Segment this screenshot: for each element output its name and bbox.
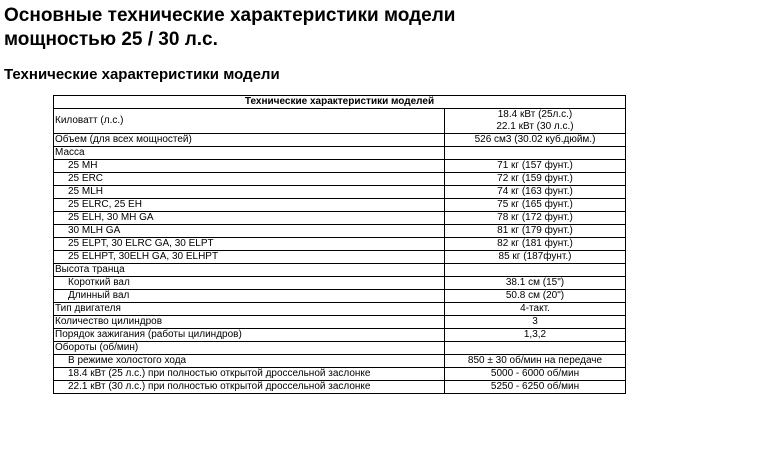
table-row [54,368,626,381]
row-value-empty [445,264,626,277]
mass-model: 25 ELHPT, 30ELH GA, 30 ELHPT [54,251,445,264]
mass-value: 72 кг (159 фунт.) [445,173,626,186]
table-row [54,147,626,160]
row-value-cylinders: 3 [445,316,626,329]
row-value-kw [445,109,626,134]
table-row [54,264,626,277]
rpm-name: В режиме холостого хода [54,355,445,368]
transom-value: 38.1 см (15") [445,277,626,290]
transom-value: 50.8 см (20") [445,290,626,303]
table-row [54,316,626,329]
row-value-empty [445,342,626,355]
mass-model: 25 ELPT, 30 ELRC GA, 30 ELPT [54,238,445,251]
kw-value-line-2: 22.1 кВт (30 л.с.) [496,121,574,132]
table-row [54,381,626,394]
transom-name: Длинный вал [54,290,445,303]
mass-value: 74 кг (163 фунт.) [445,186,626,199]
row-label-mass: Масса [54,147,445,160]
kw-value-line-1: 18.4 кВт (25л.с.) [497,109,573,120]
table-row [54,225,626,238]
table-header: Технические характеристики моделей [54,96,626,109]
row-label-engine-type: Тип двигателя [54,303,445,316]
row-value-engine-type: 4-такт. [445,303,626,316]
table-row [54,355,626,368]
table-row [54,160,626,173]
row-label-transom: Высота транца [54,264,445,277]
row-label-firing-order: Порядок зажигания (работы цилиндров) [54,329,445,342]
mass-model: 25 ELRC, 25 EH [54,199,445,212]
mass-model: 25 ERC [54,173,445,186]
table-row [54,342,626,355]
row-label-rpm: Обороты (об/мин) [54,342,445,355]
rpm-name: 22.1 кВт (30 л.с.) при полностью открытой дроссельной заслонке [54,381,445,394]
rpm-value: 850 ± 30 об/мин на передаче [445,355,626,368]
table-row [54,277,626,290]
table-row [54,134,626,147]
rpm-name: 18.4 кВт (25 л.с.) при полностью открытой дроссельной заслонке [54,368,445,381]
row-value-volume: 526 см3 (30.02 куб.дюйм.) [445,134,626,147]
mass-value: 81 кг (179 фунт.) [445,225,626,238]
row-value-empty [445,147,626,160]
table-row [54,329,626,342]
table-row [54,212,626,225]
spec-table [53,95,626,394]
table-row [54,290,626,303]
row-label-volume: Объем (для всех мощностей) [54,134,445,147]
table-row [54,199,626,212]
mass-model: 30 MLH GA [54,225,445,238]
table-row [54,251,626,264]
row-label-kw: Киловатт (л.с.) [54,109,445,134]
mass-value: 85 кг (187фунт.) [445,251,626,264]
mass-value: 82 кг (181 фунт.) [445,238,626,251]
page-title-line-1: Основные технические характеристики модели [4,5,456,26]
mass-value: 71 кг (157 фунт.) [445,160,626,173]
row-label-cylinders: Количество цилиндров [54,316,445,329]
table-row [54,109,626,134]
mass-value: 78 кг (172 фунт.) [445,212,626,225]
table-row [54,238,626,251]
section-title: Технические характеристики модели [4,66,280,83]
table-row [54,173,626,186]
rpm-value: 5000 - 6000 об/мин [445,368,626,381]
table-header-row [54,96,626,109]
rpm-value: 5250 - 6250 об/мин [445,381,626,394]
mass-value: 75 кг (165 фунт.) [445,199,626,212]
mass-model: 25 ELH, 30 MH GA [54,212,445,225]
mass-model: 25 MLH [54,186,445,199]
page-title [4,4,455,52]
table-row [54,186,626,199]
transom-name: Короткий вал [54,277,445,290]
table-row [54,303,626,316]
mass-model: 25 MH [54,160,445,173]
page-title-line-2: мощностью 25 / 30 л.с. [4,29,218,50]
row-value-firing-order: 1,3,2 [445,329,626,342]
